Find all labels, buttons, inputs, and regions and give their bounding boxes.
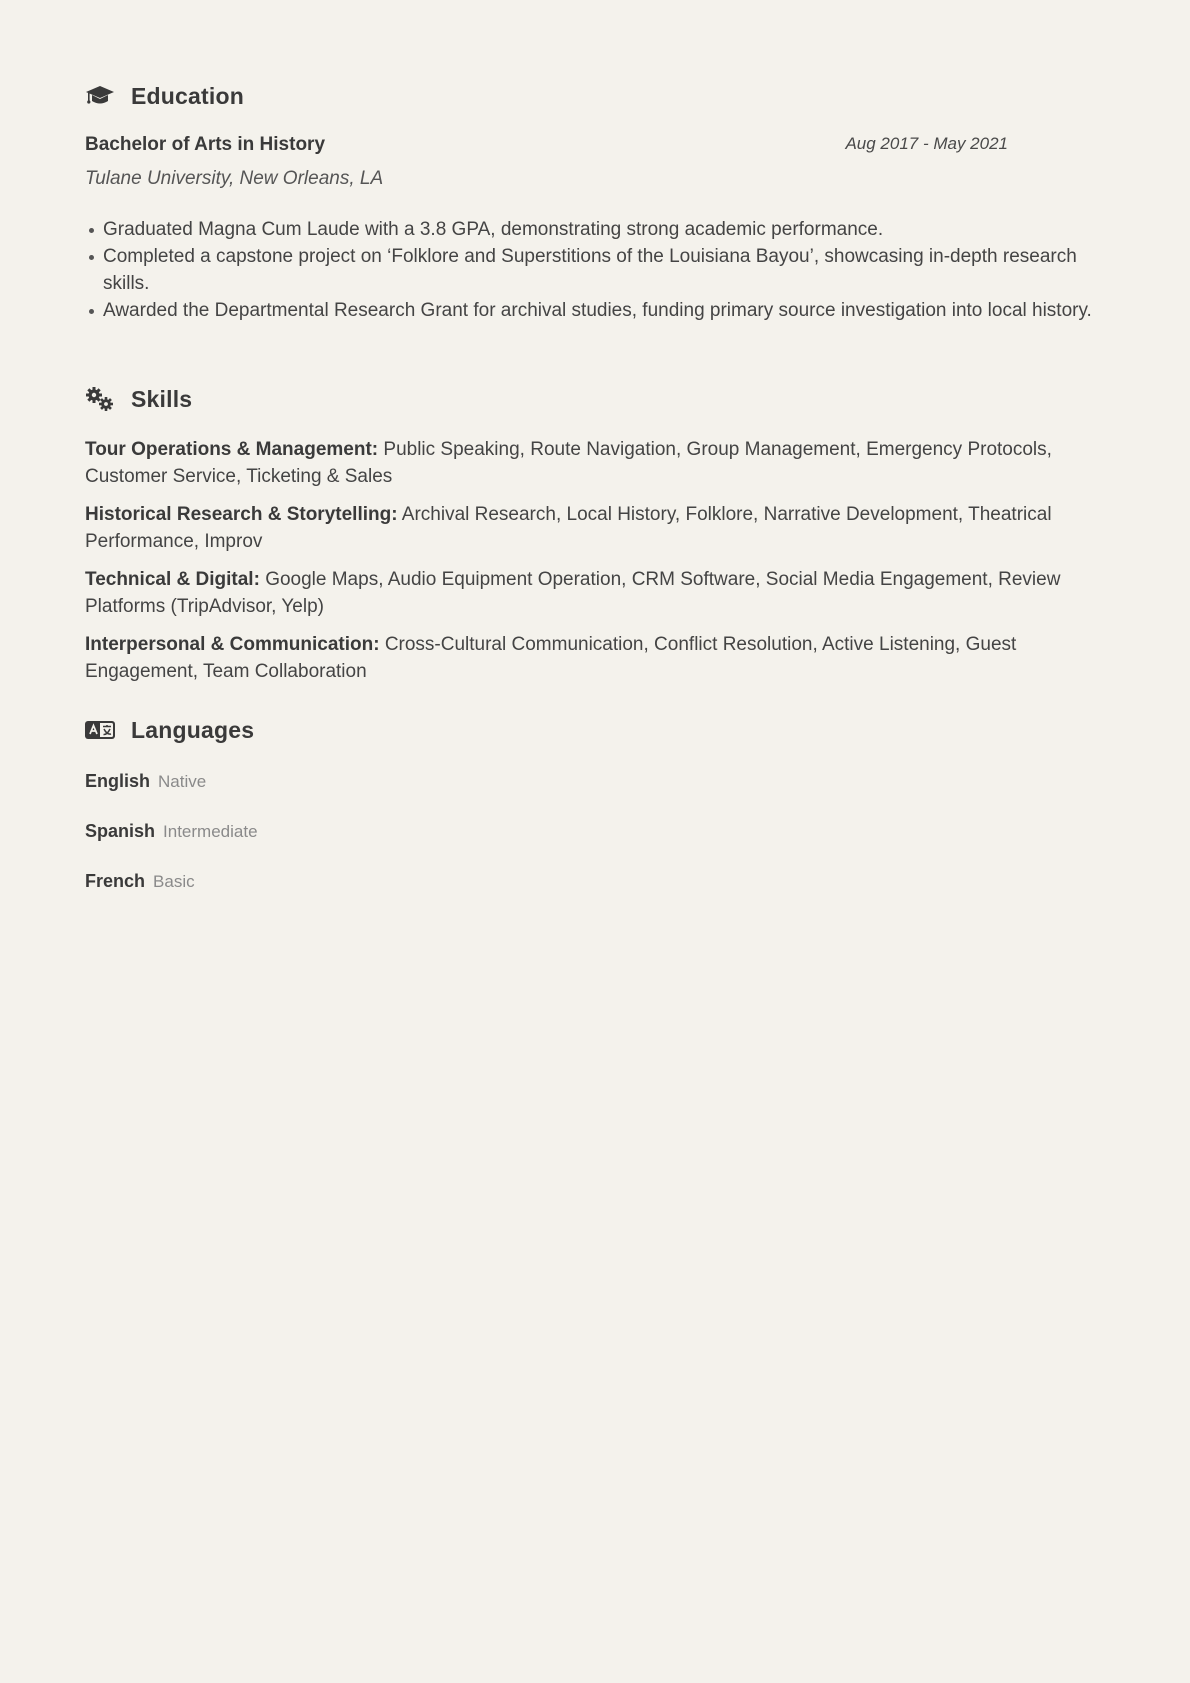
skills-list — [85, 436, 1105, 696]
education-bullets — [85, 216, 1105, 324]
language-level: Native — [158, 772, 207, 791]
language-item — [85, 866, 258, 916]
skill-label: Interpersonal & Communication: — [85, 634, 380, 655]
language-icon — [85, 717, 115, 743]
skills-header — [85, 382, 192, 416]
language-item — [85, 766, 258, 816]
language-name: English — [85, 771, 151, 791]
skill-text: Public Speaking, Route Navigation, Group Management, Emergency Protocols, Customer Service, Ticketing & Sales — [85, 439, 1052, 487]
skill-row — [85, 436, 1105, 490]
languages-title: Languages — [131, 716, 255, 743]
list-item: Awarded the Departmental Research Grant for archival studies, funding primary source investigation into local history. — [103, 297, 1105, 324]
skill-text: Google Maps, Audio Equipment Operation, CRM Software, Social Media Engagement, Review Platforms (TripAdvisor, Yelp) — [85, 569, 1061, 617]
education-header — [85, 79, 244, 113]
list-item: Graduated Magna Cum Laude with a 3.8 GPA, demonstrating strong academic performance. — [103, 216, 1105, 243]
graduation-cap-icon — [85, 83, 115, 109]
skill-row — [85, 631, 1105, 685]
skill-row — [85, 566, 1105, 620]
skill-text: Cross-Cultural Communication, Conflict Resolution, Active Listening, Guest Engagement, Team Collaboration — [85, 634, 1017, 682]
skill-label: Tour Operations & Management: — [85, 439, 379, 460]
language-name: Spanish — [85, 821, 156, 841]
language-item — [85, 816, 258, 866]
languages-list — [85, 766, 258, 916]
skill-label: Historical Research & Storytelling: — [85, 504, 398, 525]
languages-header — [85, 713, 254, 747]
list-item: Completed a capstone project on ‘Folklore and Superstitions of the Louisiana Bayou’, showcasing in-depth research skills. — [103, 243, 1105, 297]
school-name: Tulane University, New Orleans, LA — [85, 168, 384, 189]
gears-icon — [85, 386, 115, 412]
degree-row — [85, 134, 1025, 160]
language-level: Intermediate — [163, 822, 258, 841]
education-dates: Aug 2017 - May 2021 — [845, 134, 1008, 153]
degree-title: Bachelor of Arts in History — [85, 134, 326, 155]
language-level: Basic — [153, 872, 195, 891]
skills-title: Skills — [131, 385, 193, 412]
skill-text: Archival Research, Local History, Folklore, Narrative Development, Theatrical Performance, Improv — [85, 504, 1052, 552]
skill-row — [85, 501, 1105, 555]
language-name: French — [85, 871, 146, 891]
education-title: Education — [131, 82, 244, 109]
skill-label: Technical & Digital: — [85, 569, 260, 590]
